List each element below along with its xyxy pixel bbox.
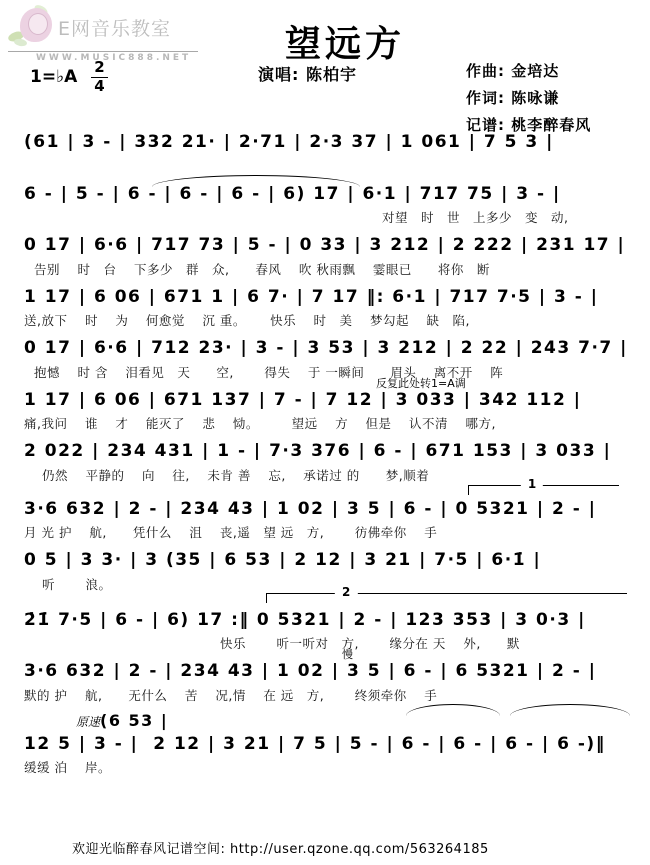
lyrics-row [24,157,636,174]
lyrics-row: 痛,我问 谁 才 能灭了 悲 恸。 望远 方 但是 认不清 哪方, [24,416,496,431]
score-line [24,285,636,329]
score-line [24,233,636,277]
volta-bracket-1 [468,476,619,495]
volta-number: 2 [335,585,357,599]
lyrics-row: 月 光 护 航, 凭什么 沮 丧,遥 望 远 方, 彷佛牵你 手 [24,525,438,540]
notation-row: 0 5 | 3 3· | 3 (35 | 6 53 | 2 12 | 3 21 | 7·5 | 6·1̇ | [24,550,542,570]
score-line [24,476,636,541]
lyrics-row: 抱憾 时 含 泪看见 天 空, 得失 于 一瞬间 眉头 离不开 阵 [34,364,504,380]
repeat-key-change-annotation: 反复此处转1=A调 [376,376,466,390]
score-line [24,711,636,776]
score-line [24,182,636,226]
score-body [24,130,636,783]
lyrics-row: 仍然 平静的 向 往, 未肯 善 忘, 承诺过 的 梦,顺着 [42,467,430,483]
notation-row: 6 - | 5 - | 6 - | 6 - | 6 - | 6) 17 | 6·1 | 717 75 | 3 - | [24,183,561,204]
song-title: 望远方 [284,23,405,65]
notation-row: 2 022 | 234 431 | 1 - | 7·3 376 | 6 - | 671 153 | 3 033 | [24,441,612,461]
footer [72,838,489,857]
lyrics-row: 快乐 听一听对 方, 缘分在 天 外, 默 [220,636,520,651]
footer-qzone-link[interactable]: http://user.qzone.qq.com/563264185 [230,842,489,857]
slur-arc [406,704,500,716]
notation-row: 12 5 | 3 - | 2 12 | 3 21 | 7 5 | 5 - | 6 - | 6 - | 6 - | 6 -)‖ [24,733,606,754]
volta-number: 1 [521,477,543,491]
score-line [24,130,636,174]
footer-welcome-text: 欢迎光临醉春风记谱空间: [72,842,231,857]
lyrics-row: 默的 护 航, 无什么 苦 况,情 在 远 方, 终须牵你 手 [24,687,438,703]
score-line [24,439,636,483]
notation-row: 3·6 632 | 2 - | 234 43 | 1 02 | 3 5 | 6 - | 6 5321 | 2 - | [24,661,597,681]
logo-brand-text: E网音乐教室 [58,17,172,40]
time-signature-numerator: 2 [91,60,107,78]
lyrics-row: 送,放下 时 为 何愈觉 沉 重。 快乐 时 美 梦勾起 缺 陷, [24,313,470,328]
time-signature-denominator: 4 [94,76,105,95]
score-line [24,648,636,703]
notation-row: 1 17 | 6 06 | 671 1 | 6 7· | 7 17 ‖: 6·1 | 717 7·5 | 3 - | [24,286,599,307]
notation-row: 2̇1̇ 7·5 | 6 - | 6) 17 :‖ 0 5321 | 2 - | 123 353 | 3 0·3 | [24,609,586,630]
slur-arc [510,704,630,716]
score-line [24,336,636,380]
score-line [24,548,636,592]
notation-row: 0 17 | 6·6 | 712 23· | 3 - | 3 53 | 3 212 | 2 22 | 243 7·7 | [24,338,628,358]
slur-arc [152,175,360,187]
credits-block [466,58,591,139]
notation-row: 0 17 | 6·6 | 717 73 | 5 - | 0 33 | 3 212 | 2 222 | 231 17 | [24,235,626,255]
tempo-return-annotation: 原速 [76,714,101,729]
notation-row: (61 | 3 - | 332 21· | 2·71 | 2·3 37 | 1 061 | 7 5 3 | [24,132,554,152]
volta-bracket-2 [266,584,627,603]
singer-credit: 演唱: 陈柏宇 [258,65,357,84]
lyricist-credit: 作词: 陈咏谦 [466,89,560,107]
lyrics-row: 缓缓 泊 岸。 [24,760,111,775]
lyrics-row: 告别 时 台 下多少 群 众, 春风 吹 秋雨飘 霎眼已 将你 断 [34,261,490,277]
lyrics-row: 听 浪。 [42,576,112,592]
composer-credit: 作曲: 金培达 [466,62,560,80]
lyrics-row: 对望 时 世 上多少 变 动, [382,210,569,225]
notation-row: 3·6 632 | 2 - | 234 43 | 1 02 | 3 5 | 6 - | 0 5321 | 2 - | [24,498,597,519]
score-line [24,376,636,432]
slow-tempo-annotation: 慢 [342,648,353,661]
key-label: 1=♭A [30,67,78,88]
logo-site-url: WWW.MUSIC888.NET [36,53,192,63]
pickup-notes: (6 53 | [100,710,169,730]
notation-row: 1 17 | 6 06 | 671 137 | 7 - | 7 12 | 3 033 | 342 112 | [24,389,582,410]
transcriber-credit: 记谱: 桃李醉春风 [466,116,592,134]
